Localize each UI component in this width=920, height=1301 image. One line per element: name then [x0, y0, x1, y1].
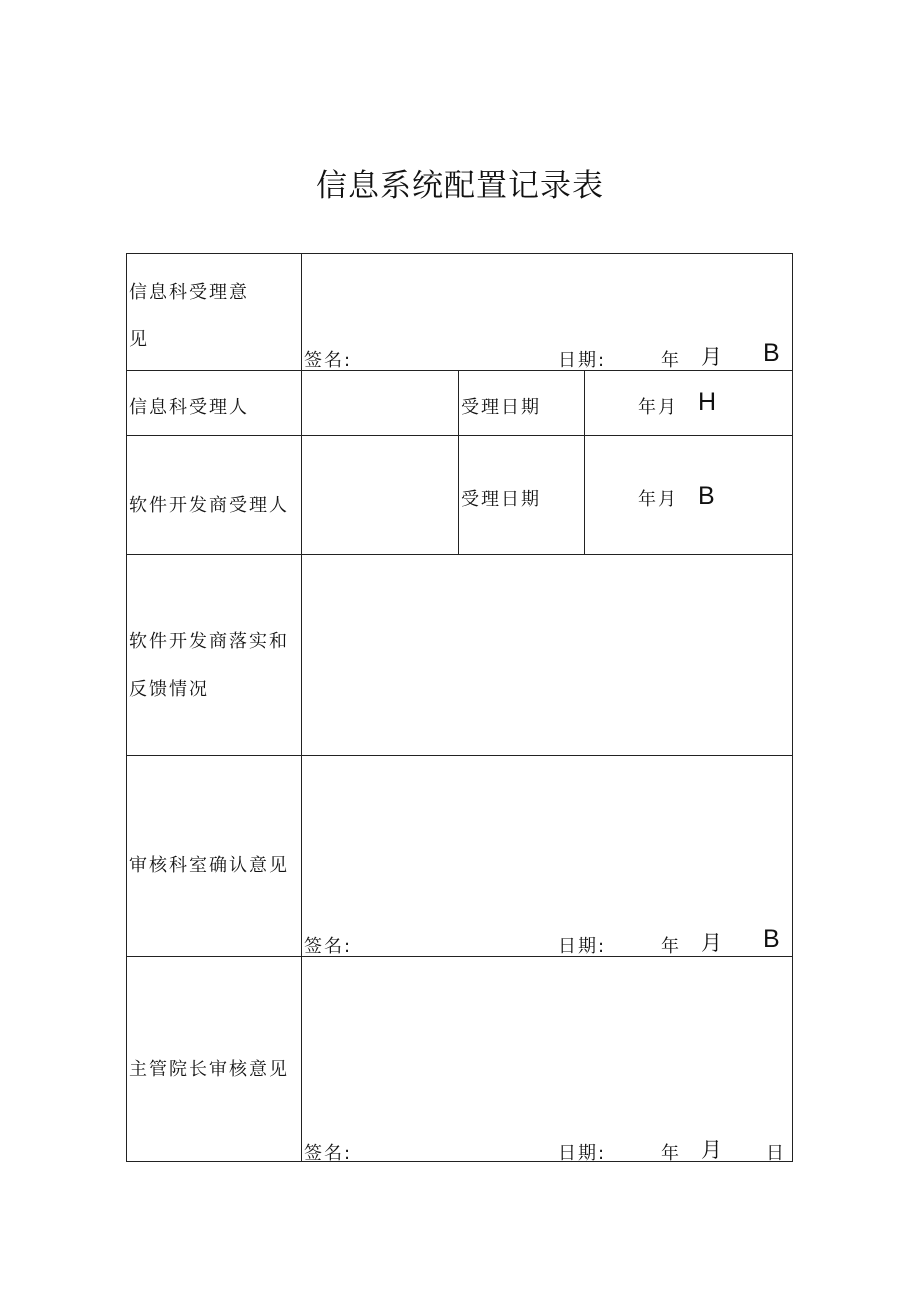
row6-year: 年: [661, 1143, 681, 1164]
row4-label-line1: 软件开发商落实和: [129, 631, 289, 652]
row-divider: [126, 554, 793, 555]
row5-year: 年: [661, 936, 681, 957]
row1-sign-label: 签名:: [304, 350, 353, 371]
cell-divider: [584, 370, 585, 555]
row1-label-line1: 信息科受理意: [129, 282, 249, 303]
table-border-right: [792, 253, 793, 1162]
row-divider: [126, 956, 793, 957]
row3-day: B: [698, 482, 715, 510]
cell-divider: [458, 370, 459, 555]
table-border-bottom: [126, 1161, 793, 1162]
row5-sign-label: 签名:: [304, 936, 353, 957]
row4-label-line2: 反馈情况: [129, 679, 209, 700]
row3-year-month: 年月: [638, 489, 678, 510]
row1-year: 年: [661, 350, 681, 371]
table-border-left: [126, 253, 127, 1162]
row6-label: 主管院长审核意见: [129, 1059, 289, 1080]
row6-sign-label: 签名:: [304, 1143, 353, 1164]
row5-label: 审核科室确认意见: [129, 855, 289, 876]
row1-label-line2: 见: [129, 329, 149, 350]
label-column-divider: [301, 253, 302, 1162]
row5-date-label: 日期:: [558, 936, 607, 957]
row2-day: H: [698, 388, 717, 416]
table-border-top: [126, 253, 793, 254]
row6-date-label: 日期:: [558, 1143, 607, 1164]
row2-date-label: 受理日期: [461, 397, 541, 418]
row-divider: [126, 435, 793, 436]
row-divider: [126, 370, 793, 371]
row6-month: 月: [701, 1138, 724, 1162]
config-record-table: [126, 253, 793, 1162]
row1-date-label: 日期:: [558, 350, 607, 371]
row1-month: 月: [701, 345, 724, 369]
row3-label: 软件开发商受理人: [129, 495, 289, 516]
row3-date-label: 受理日期: [461, 489, 541, 510]
row5-month: 月: [701, 931, 724, 955]
row2-year-month: 年月: [638, 397, 678, 418]
row2-label: 信息科受理人: [129, 397, 249, 418]
page-title: 信息系统配置记录表: [316, 168, 604, 204]
row1-day: B: [763, 339, 780, 367]
row-divider: [126, 755, 793, 756]
row6-day: 日: [766, 1143, 786, 1164]
row5-day: B: [763, 925, 780, 953]
